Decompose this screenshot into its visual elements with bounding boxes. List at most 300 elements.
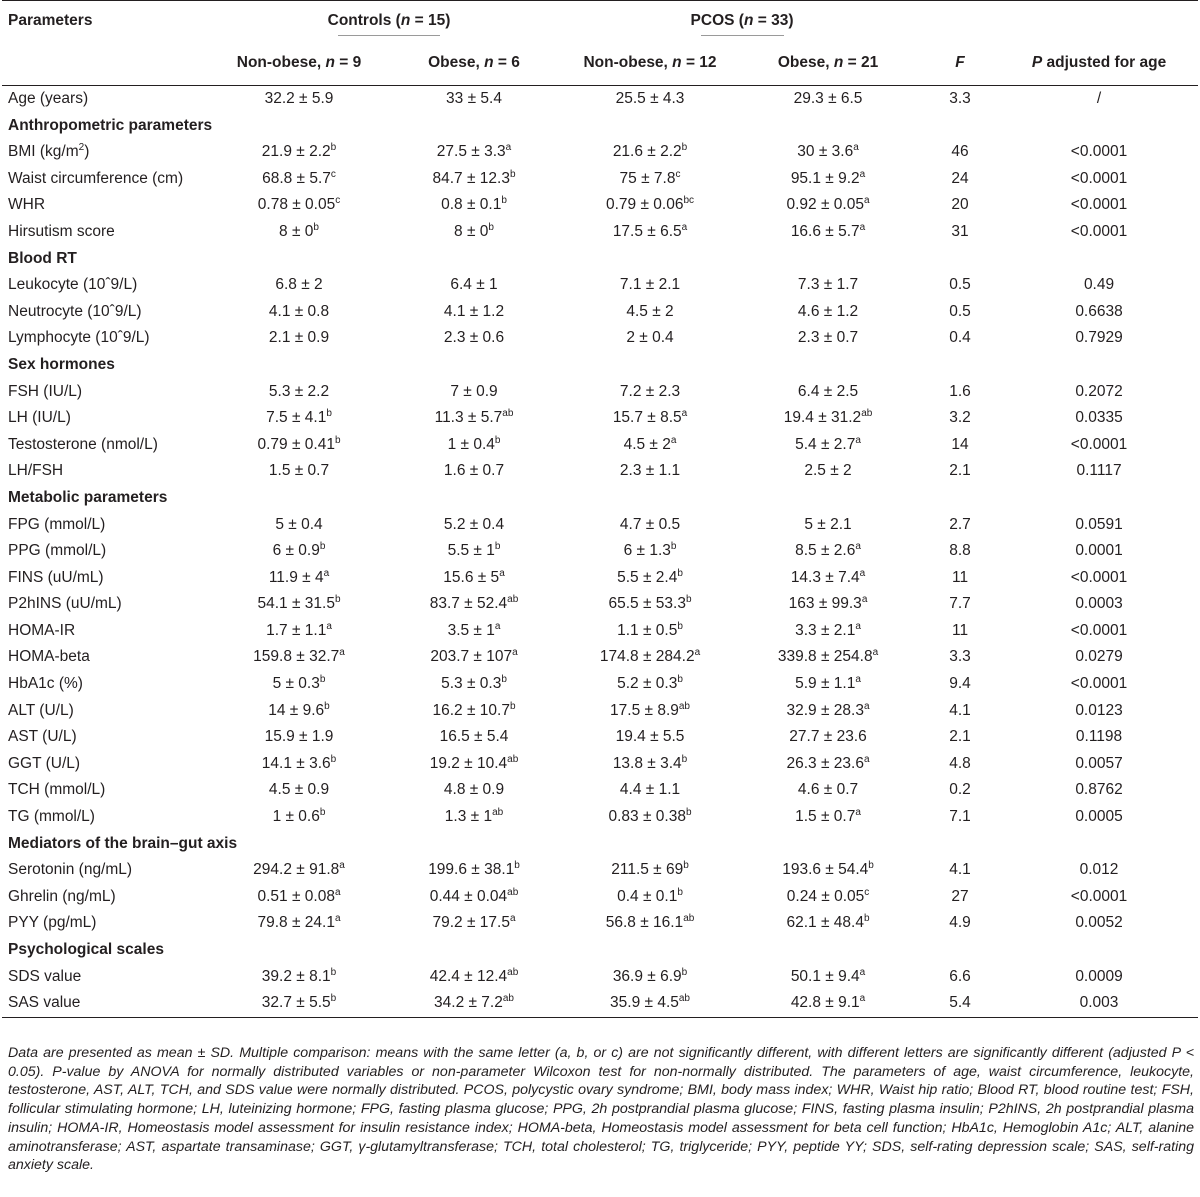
row-label: PYY (pg/mL)	[8, 914, 97, 932]
value-cell: 8.5 ± 2.6$^a$	[795, 541, 861, 560]
significance-letter: b	[681, 753, 688, 765]
p-value: <0.0001	[1070, 169, 1128, 187]
value-cell: $11.9 \pm 4^a$	[268, 567, 330, 586]
row-label: FINS (uU/mL)	[8, 568, 104, 586]
value-cell: 4.1 ± 0.8	[268, 302, 330, 320]
significance-letter: a	[855, 541, 861, 553]
value-cell: $1.3 \pm 1^{ab}$	[444, 807, 504, 826]
value-cell: $5.5 \pm 1^b$	[447, 541, 501, 560]
value-cell: 32.9 ± 28.3$^a$	[786, 700, 870, 719]
value-cell: 15.7 ± 8.5$^a$	[612, 408, 688, 427]
value-cell: 33 ± 5.4	[446, 90, 502, 107]
f-value: 7.1	[949, 808, 971, 826]
value-cell: 13.8 ± 3.4$^b$	[612, 753, 688, 772]
value-cell: 6 ± 1.3$^b$	[623, 541, 677, 560]
value-cell: 1.6 ± 0.7	[443, 462, 505, 480]
section-header-row	[2, 246, 1198, 273]
value-cell: 6.8 ± 2	[275, 276, 323, 294]
f-value: 20	[951, 196, 969, 214]
f-value: 4.1	[949, 701, 971, 719]
value-cell: 65.5 ± 53.3$^b$	[608, 594, 692, 613]
p-value: <0.0001	[1070, 222, 1128, 240]
header-spacer-f	[920, 1, 1000, 42]
value-cell: 29.3 ± 6.5	[793, 90, 863, 107]
value-cell: 5.2 ± 0.4	[443, 515, 505, 533]
row-label: Testosterone (nmol/L)	[8, 435, 158, 453]
value-cell: 39.2 ± 8.1$^b$	[261, 966, 337, 985]
significance-letter: a	[670, 434, 677, 446]
significance-letter: b	[863, 913, 870, 925]
value-cell: 1 ± 0.6$^b$	[272, 807, 326, 826]
table-row	[2, 751, 1198, 778]
value-cell: $211.5 \pm 69^b$	[611, 860, 689, 879]
significance-letter: a	[861, 594, 868, 606]
value-cell: 0.8 ± 0.1$^b$	[441, 195, 507, 214]
value-cell: 4.6 ± 0.7	[797, 781, 859, 799]
p-value: /	[1096, 90, 1102, 107]
value-cell: 50.1 ± 9.4$^a$	[790, 966, 866, 985]
value-cell: 56.8 ± 16.1$^{ab}$	[605, 913, 695, 932]
value-cell: 1.1 ± 0.5$^b$	[617, 620, 683, 639]
value-cell: 75 ± 7.8$^c$	[619, 168, 681, 187]
row-label: Hirsutism score	[8, 222, 115, 240]
value-cell: 3.3 ± 2.1$^a$	[795, 620, 861, 639]
value-cell: 27.5 ± 3.3$^a$	[436, 142, 512, 161]
value-cell: 21.6 ± 2.2$^b$	[612, 142, 688, 161]
header-parameters: Parameters	[2, 1, 214, 42]
table-row	[2, 192, 1198, 219]
significance-letter: ab	[492, 807, 504, 819]
row-label: Leukocyte (10ˆ9/L)	[8, 276, 138, 294]
significance-letter: b	[683, 860, 689, 872]
f-value: 11	[951, 621, 969, 639]
value-cell: 62.1 ± 48.4$^b$	[786, 913, 870, 932]
f-value: 2.7	[949, 515, 971, 533]
section-title: Psychological scales	[8, 941, 164, 958]
value-cell: 159.8 ± 32.7$^a$	[253, 647, 345, 666]
p-value: <0.0001	[1070, 143, 1128, 161]
significance-letter: ab	[502, 408, 514, 420]
significance-letter: b	[319, 807, 326, 819]
value-cell: $203.7 \pm 107^a$	[430, 647, 518, 666]
f-value: 2.1	[949, 462, 971, 480]
row-label: Neutrocyte (10ˆ9/L)	[8, 302, 142, 320]
value-cell: 4.5 ± 0.9	[268, 781, 330, 799]
value-cell: 42.8 ± 9.1$^a$	[736, 990, 920, 1017]
value-cell: 14.1 ± 3.6$^b$	[261, 753, 337, 772]
header-p-adjusted: P adjusted for age	[1000, 41, 1198, 86]
value-cell: 163 ± 99.3$^a$	[788, 594, 868, 613]
value-cell: 4.1 ± 1.2	[443, 302, 505, 320]
value-cell: 21.9 ± 2.2$^b$	[261, 142, 337, 161]
p-value: <0.0001	[1070, 435, 1128, 453]
significance-letter: a	[334, 886, 341, 898]
table-row	[2, 512, 1198, 539]
value-cell: 5.3 ± 2.2	[268, 382, 330, 400]
value-cell: 193.6 ± 54.4$^b$	[782, 860, 874, 879]
value-cell: 0.51 ± 0.08$^a$	[257, 886, 341, 905]
value-cell: 0.83 ± 0.38$^b$	[608, 807, 692, 826]
value-cell: 199.6 ± 38.1$^b$	[428, 860, 520, 879]
significance-letter: bc	[683, 195, 695, 207]
significance-letter: a	[863, 700, 870, 712]
p-value: <0.0001	[1070, 621, 1128, 639]
section-title: Sex hormones	[8, 355, 115, 373]
row-label: SDS value	[8, 967, 82, 985]
significance-letter: b	[319, 541, 326, 553]
row-label: TG (mmol/L)	[8, 808, 95, 826]
f-value: 0.4	[949, 329, 971, 347]
value-cell: 2 ± 0.4	[626, 329, 674, 347]
significance-letter: b	[319, 674, 326, 686]
value-cell: 4.8 ± 0.9	[443, 781, 505, 799]
significance-letter: b	[681, 966, 688, 978]
value-cell: 2.3 ± 0.7	[797, 329, 859, 347]
header-spacer-p	[1000, 1, 1198, 42]
table-row	[2, 299, 1198, 326]
value-cell: 27.7 ± 23.6	[789, 728, 867, 746]
f-value: 4.8	[949, 754, 971, 772]
table-row	[2, 990, 1198, 1017]
f-value: 3.3	[949, 648, 971, 666]
value-cell: 0.79 ± 0.06$^{bc}$	[606, 195, 695, 214]
value-cell: 11.3 ± 5.7$^{ab}$	[434, 408, 514, 427]
section-title: Blood RT	[8, 249, 77, 267]
table-row	[2, 432, 1198, 459]
value-cell: 5.9 ± 1.1$^a$	[795, 674, 861, 693]
value-cell: 95.1 ± 9.2$^a$	[790, 168, 866, 187]
p-value: 0.49	[1083, 276, 1115, 294]
value-cell: 339.8 ± 254.8$^a$	[777, 647, 879, 666]
p-value: <0.0001	[1070, 568, 1128, 586]
significance-letter: ab	[507, 966, 519, 978]
table-body	[2, 86, 1198, 1018]
value-cell: 0.92 ± 0.05$^a$	[786, 195, 870, 214]
significance-letter: a	[681, 221, 688, 233]
table-row	[2, 139, 1198, 166]
p-value: <0.0001	[1070, 196, 1128, 214]
value-cell: 19.4 ± 5.5	[615, 728, 685, 746]
value-cell: 4.7 ± 0.5	[619, 515, 681, 533]
p-value: 0.0001	[1075, 542, 1123, 560]
significance-letter: a	[859, 966, 866, 978]
significance-letter: a	[339, 647, 345, 659]
significance-letter: ab	[683, 913, 695, 925]
row-label: LH/FSH	[8, 462, 64, 480]
significance-letter: a	[863, 753, 870, 765]
value-cell: 1.5 ± 0.7$^a$	[795, 807, 861, 826]
significance-letter: a	[855, 620, 861, 632]
table-row	[2, 272, 1198, 299]
significance-letter: b	[330, 966, 337, 978]
value-cell: 16.2 ± 10.7$^b$	[432, 700, 516, 719]
value-cell: 5.3 ± 0.3$^b$	[441, 674, 507, 693]
f-value: 0.5	[949, 276, 971, 294]
table-row	[2, 458, 1198, 485]
p-value: 0.0003	[1075, 595, 1123, 613]
f-value: 4.9	[949, 914, 971, 932]
table-row	[2, 644, 1198, 671]
value-cell: 0.79 ± 0.41$^b$	[257, 434, 341, 453]
significance-letter: b	[494, 541, 501, 553]
value-cell: 17.5 ± 6.5$^a$	[612, 221, 688, 240]
significance-letter: c	[335, 195, 341, 207]
significance-letter: a	[859, 567, 866, 579]
row-label: SAS value	[2, 990, 214, 1017]
row-label: AST (U/L)	[8, 728, 77, 746]
value-cell: 16.5 ± 5.4	[439, 728, 509, 746]
significance-letter: ab	[678, 700, 690, 712]
significance-letter: a	[512, 647, 518, 659]
row-label: FPG (mmol/L)	[8, 515, 106, 533]
section-header-row	[2, 352, 1198, 379]
row-label: Serotonin (ng/mL)	[8, 861, 133, 879]
value-cell: 5 ± 2.1	[804, 515, 852, 533]
value-cell: 7.3 ± 1.7	[797, 276, 859, 294]
significance-letter: a	[494, 620, 501, 632]
table-row	[2, 538, 1198, 565]
table-row	[2, 724, 1198, 751]
table-row	[2, 910, 1198, 937]
table-row	[2, 777, 1198, 804]
row-label: PPG (mmol/L)	[8, 542, 107, 560]
row-label: BMI $(kg/m^2)$	[8, 142, 90, 161]
row-label: HOMA-IR	[8, 621, 76, 639]
value-cell: 25.5 ± 4.3	[615, 90, 685, 107]
value-cell: 0.4 ± 0.1$^b$	[617, 886, 683, 905]
value-cell: 36.9 ± 6.9$^b$	[612, 966, 688, 985]
p-value: 0.0591	[1075, 515, 1123, 533]
f-value: 31	[951, 222, 969, 240]
header-pcos-nonobese: Non-obese, n = 12	[564, 41, 736, 86]
value-cell: 68.8 ± 5.7$^c$	[262, 168, 336, 187]
row-label: P2hINS (uU/mL)	[8, 595, 122, 613]
value-cell: $3.5 \pm 1^a$	[447, 620, 501, 639]
value-cell: 5.5 ± 2.4$^b$	[617, 567, 683, 586]
table-row	[2, 565, 1198, 592]
significance-letter: c	[675, 168, 681, 180]
value-cell: 5.4 ± 2.7$^a$	[795, 434, 861, 453]
value-cell: $8 \pm 0^b$	[279, 221, 319, 240]
significance-letter: a	[855, 434, 861, 446]
table-row	[2, 325, 1198, 352]
significance-letter: ab	[507, 753, 519, 765]
p-value: 0.6638	[1075, 302, 1123, 320]
f-value: 14	[951, 435, 969, 453]
significance-letter: b	[868, 860, 874, 872]
value-cell: 32.2 ± 5.9	[264, 90, 334, 107]
significance-letter: b	[677, 674, 683, 686]
value-cell: 1 ± 0.4$^b$	[447, 434, 501, 453]
f-value: 27	[951, 887, 969, 905]
section-title: Metabolic parameters	[8, 488, 168, 506]
significance-letter: b	[488, 221, 494, 233]
value-cell: 7.2 ± 2.3	[619, 382, 681, 400]
f-value: 7.7	[949, 595, 971, 613]
table-row	[2, 671, 1198, 698]
significance-letter: b	[509, 700, 516, 712]
value-cell: 6.4 ± 1	[450, 276, 498, 294]
f-value: 11	[951, 568, 969, 586]
f-value: 3.2	[949, 409, 971, 427]
table-row	[2, 379, 1198, 406]
p-value: 0.0009	[1075, 967, 1123, 985]
value-cell: 0.44 ± 0.04$^{ab}$	[429, 886, 519, 905]
significance-letter: b	[677, 620, 683, 632]
significance-letter: ab	[507, 594, 519, 606]
table-row	[2, 591, 1198, 618]
value-cell: 5 ± 0.3$^b$	[272, 674, 326, 693]
significance-letter: b	[685, 594, 692, 606]
row-label: Ghrelin (ng/mL)	[8, 887, 116, 905]
header-pcos-obese: Obese, n = 21	[736, 41, 920, 86]
significance-letter: b	[514, 860, 520, 872]
p-value: 0.0057	[1075, 754, 1123, 772]
value-cell: 6.4 ± 2.5	[797, 382, 859, 400]
table-row	[2, 219, 1198, 246]
significance-letter: b	[677, 886, 683, 898]
significance-letter: b	[334, 434, 341, 446]
significance-letter: a	[853, 142, 859, 154]
f-value: 8.8	[949, 542, 971, 560]
value-cell: 4.4 ± 1.1	[619, 781, 681, 799]
value-cell: 54.1 ± 31.5$^b$	[257, 594, 341, 613]
value-cell: 34.2 ± 7.2$^{ab}$	[384, 990, 564, 1017]
significance-letter: a	[509, 913, 516, 925]
value-cell: 19.2 ± 10.4$^{ab}$	[429, 753, 519, 772]
header-row-columns	[2, 41, 1198, 86]
p-value: 0.0005	[1075, 808, 1123, 826]
value-cell: 1.5 ± 0.7	[268, 462, 330, 480]
significance-letter: b	[501, 674, 507, 686]
significance-letter: b	[326, 408, 332, 420]
value-cell: 79.2 ± 17.5$^a$	[432, 913, 516, 932]
section-header-row	[2, 113, 1198, 140]
row-label: HOMA-beta	[8, 648, 90, 666]
f-value: 6.6	[949, 967, 971, 985]
significance-letter: a	[499, 567, 505, 579]
value-cell: 26.3 ± 23.6$^a$	[786, 753, 870, 772]
table-row	[2, 804, 1198, 831]
significance-letter: b	[501, 195, 507, 207]
header-controls-obese: Obese, n = 6	[384, 41, 564, 86]
header-controls-group: Controls (n = 15)	[214, 1, 564, 42]
header-empty	[2, 41, 214, 86]
row-label: Lymphocyte (10ˆ9/L)	[8, 329, 150, 347]
f-value: 9.4	[949, 675, 971, 693]
value-cell: 2.3 ± 0.6	[443, 329, 505, 347]
header-pcos-group: PCOS (n = 33)	[564, 1, 920, 42]
data-table	[2, 0, 1198, 1018]
value-cell: 5.2 ± 0.3$^b$	[617, 674, 683, 693]
significance-letter: b	[685, 807, 692, 819]
f-value: 0.2	[949, 781, 971, 799]
significance-letter: a	[872, 647, 879, 659]
significance-letter: b	[681, 142, 688, 154]
significance-letter: ab	[678, 993, 690, 1005]
significance-letter: a	[323, 567, 330, 579]
section-header-row	[2, 831, 1198, 858]
table-row	[2, 86, 1198, 113]
value-cell: 0.78 ± 0.05$^c$	[257, 195, 341, 214]
table-row	[2, 698, 1198, 725]
table-footnote: Data are presented as mean ± SD. Multiple comparison: means with the same letter (a, b, or c) are not significantly different, with different letters are significantly different (adjusted P < 0.05). P-value by ANOVA for normally distributed variables or non-parameter Wilcoxon test for non-normally distributed. The parameters of age, waist circumference, leukocyte, testosterone, AST, ALT, TCH, and SDS value were normally distributed. PCOS, polycystic ovary syndrome; BMI, body mass index; WHR, Waist hip ratio; Blood RT, blood routine test; FSH, follicular stimulating hormone; LH, luteinizing hormone; FPG, fasting plasma glucose; PPG, 2h postprandial plasma glucose; FINS, fasting plasma insulin; P2hINS, 2h postprandial plasma insulin; HOMA-IR, Homeostasis model assessment for insulin resistance index; HOMA-beta, Homeostasis model assessment for beta cell function; HbA1c, Hemoglobin A1c; ALT, alanine aminotransferase; AST, aspartate transaminase; GGT, γ-glutamyltransferase; TCH, total cholesterol; TG, triglyceride; PYY, peptide YY; SDS, self-rating depression scale; SAS, self-rating anxiety scale.	[8, 1045, 1194, 1174]
value-cell: 15.9 ± 1.9	[264, 728, 334, 746]
row-label: TCH (mmol/L)	[8, 781, 106, 799]
row-label: Age (years)	[8, 90, 89, 107]
significance-letter: ab	[502, 993, 514, 1005]
significance-letter: b	[509, 168, 516, 180]
significance-letter: ab	[507, 886, 519, 898]
value-cell: 32.7 ± 5.5$^b$	[214, 990, 384, 1017]
value-cell: $15.6 \pm 5^a$	[443, 567, 505, 586]
value-cell: 14 ± 9.6$^b$	[268, 700, 330, 719]
section-title: Anthropometric parameters	[8, 116, 213, 134]
f-value: 1.6	[949, 382, 971, 400]
f-value: 46	[951, 143, 969, 161]
row-label: FSH (IU/L)	[8, 382, 83, 400]
f-value: 2.1	[949, 728, 971, 746]
significance-letter: b	[330, 142, 337, 154]
table-row	[2, 857, 1198, 884]
significance-letter: a	[859, 993, 866, 1005]
p-value: 0.0335	[1075, 409, 1123, 427]
significance-letter: a	[326, 620, 332, 632]
f-value: 5.4	[920, 990, 1000, 1017]
section-header-row	[2, 937, 1198, 964]
table-row	[2, 166, 1198, 193]
row-label: WHR	[8, 196, 46, 214]
value-cell: 0.24 ± 0.05$^c$	[786, 886, 870, 905]
significance-letter: b	[334, 594, 341, 606]
table-row	[2, 618, 1198, 645]
row-label: LH (IU/L)	[8, 409, 71, 427]
table-row	[2, 964, 1198, 991]
significance-letter: a	[339, 860, 345, 872]
p-value: 0.1198	[1075, 728, 1123, 746]
value-cell: 16.6 ± 5.7$^a$	[790, 221, 866, 240]
p-value: 0.003	[1000, 990, 1198, 1017]
value-cell: 7.1 ± 2.1	[619, 276, 681, 294]
value-cell: $4.5 \pm 2^a$	[623, 434, 677, 453]
f-value: 3.3	[949, 90, 971, 107]
p-value: 0.0052	[1075, 914, 1123, 932]
significance-letter: a	[334, 913, 341, 925]
f-value: 0.5	[949, 302, 971, 320]
significance-letter: b	[313, 221, 319, 233]
table-row	[2, 405, 1198, 432]
significance-letter: a	[863, 195, 870, 207]
value-cell: 294.2 ± 91.8$^a$	[253, 860, 345, 879]
significance-letter: a	[855, 674, 861, 686]
p-value: 0.0123	[1075, 701, 1123, 719]
significance-letter: c	[330, 168, 336, 180]
row-label: HbA1c (%)	[8, 675, 83, 693]
significance-letter: b	[330, 993, 337, 1005]
value-cell: 6 ± 0.9$^b$	[272, 541, 326, 560]
value-cell: 2.3 ± 1.1	[619, 462, 681, 480]
value-cell: 79.8 ± 24.1$^a$	[257, 913, 341, 932]
header-controls-nonobese: Non-obese, n = 9	[214, 41, 384, 86]
significance-letter: a	[855, 807, 861, 819]
p-value: 0.7929	[1075, 329, 1123, 347]
value-cell: 174.8 ± 284.2$^a$	[599, 647, 701, 666]
value-cell: 84.7 ± 12.3$^b$	[432, 168, 516, 187]
value-cell: 7.5 ± 4.1$^b$	[266, 408, 332, 427]
f-value: 24	[951, 169, 969, 187]
p-value: 0.2072	[1075, 382, 1123, 400]
f-value: 4.1	[949, 861, 971, 879]
